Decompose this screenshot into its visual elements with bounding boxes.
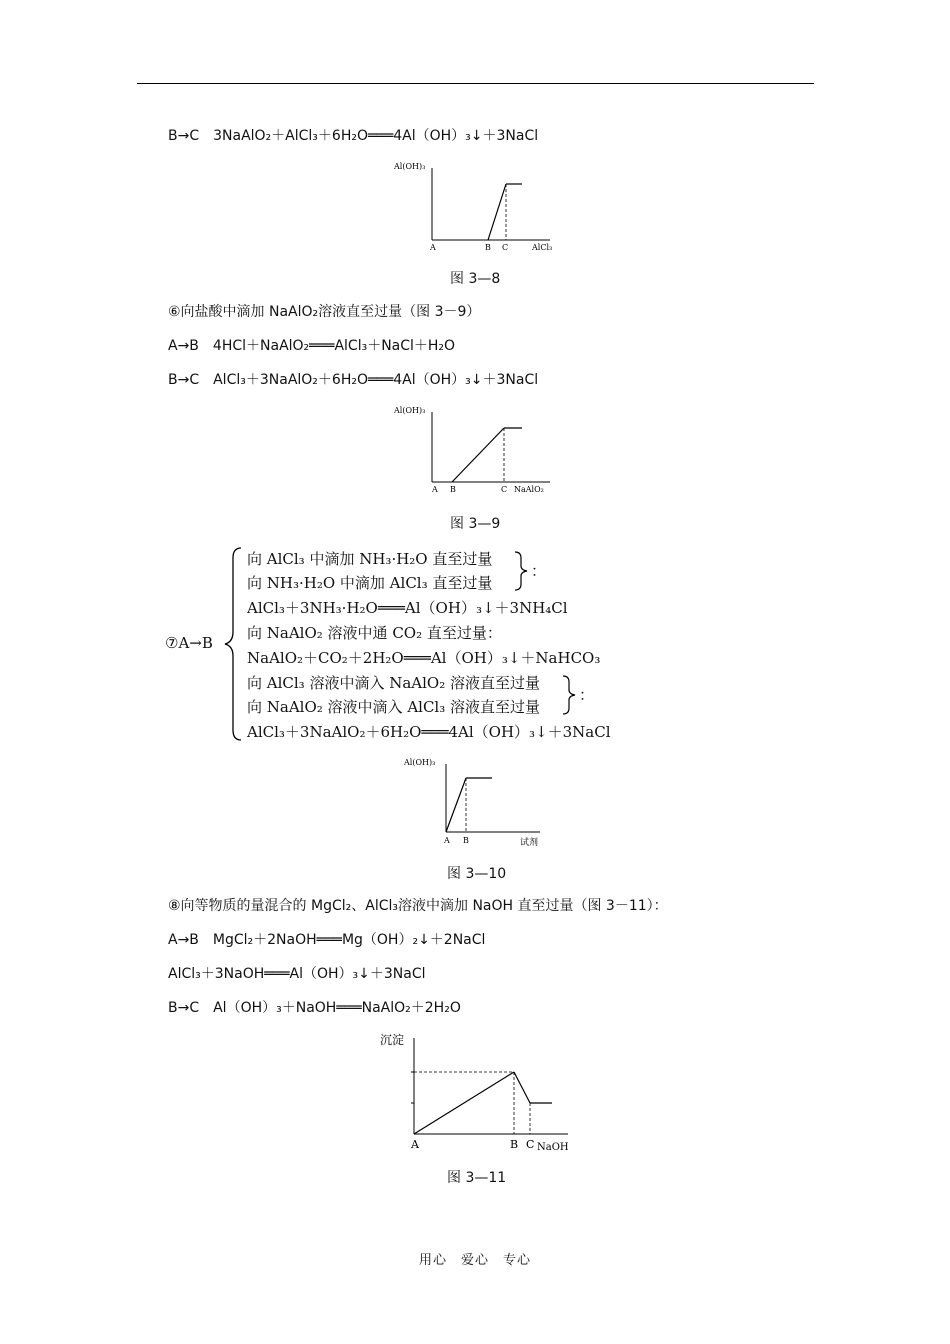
figure-3-10 — [400, 754, 550, 849]
tick-label: C — [502, 243, 509, 252]
x-axis-label: AlCl₃ — [532, 243, 553, 252]
tick-label: B — [485, 243, 491, 252]
brace-block — [165, 546, 665, 746]
colon: ： — [579, 686, 595, 704]
curve-rise — [446, 778, 466, 832]
colon: ： — [531, 562, 547, 580]
figure-caption: 图 3—9 — [450, 516, 501, 532]
block-line: 向 NH₃·H₂O 中滴加 AlCl₃ 直至过量 — [247, 574, 493, 592]
figure-caption: 图 3—8 — [450, 271, 501, 287]
block-line: AlCl₃＋3NH₃·H₂O═══Al（OH）₃↓＋3NH₄Cl — [247, 599, 568, 617]
tick-label: A — [432, 485, 438, 494]
curve-fall — [514, 1072, 530, 1103]
right-brace — [561, 674, 581, 716]
equation-line: B→C 3NaAlO₂＋AlCl₃＋6H₂O═══4Al（OH）₃↓＋3NaCl — [168, 128, 539, 144]
equation-line: A→B MgCl₂＋2NaOH═══Mg（OH）₂↓＋2NaCl — [168, 932, 486, 948]
tick-label: B — [450, 485, 456, 494]
left-brace — [223, 546, 245, 744]
header-rule — [137, 83, 814, 84]
equation-line: B→C Al（OH）₃＋NaOH═══NaAlO₂＋2H₂O — [168, 1000, 461, 1016]
equation-line: AlCl₃＋3NaOH═══Al（OH）₃↓＋3NaCl — [168, 966, 426, 982]
curve-rise — [488, 184, 506, 240]
x-axis-label: NaAlO₂ — [514, 485, 544, 494]
block-prefix: ⑦A→B — [165, 634, 213, 652]
tick-label: B — [510, 1138, 519, 1151]
equation-line: A→B 4HCl＋NaAlO₂═══AlCl₃＋NaCl＋H₂O — [168, 338, 456, 354]
curve-rise — [414, 1072, 514, 1134]
figure-3-8 — [390, 158, 570, 253]
tick-label: B — [463, 836, 469, 845]
figure-caption: 图 3—11 — [447, 1170, 507, 1186]
tick-label: A — [444, 836, 450, 845]
figure-caption: 图 3—10 — [447, 866, 507, 882]
section-heading: ⑥向盐酸中滴加 NaAlO₂溶液直至过量（图 3－9） — [168, 304, 481, 320]
tick-label: C — [501, 485, 508, 494]
x-axis-label: NaOH — [537, 1142, 569, 1153]
block-line: 向 NaAlO₂ 溶液中滴入 AlCl₃ 溶液直至过量 — [247, 698, 540, 716]
y-axis-label: Al(OH)₃ — [394, 162, 426, 171]
y-axis-label: Al(OH)₃ — [404, 758, 436, 767]
block-line: 向 AlCl₃ 中滴加 NH₃·H₂O 直至过量 — [247, 550, 493, 568]
tick-label: C — [526, 1138, 535, 1151]
block-line: AlCl₃＋3NaAlO₂＋6H₂O═══4Al（OH）₃↓＋3NaCl — [247, 723, 611, 741]
block-line: NaAlO₂＋CO₂＋2H₂O═══Al（OH）₃↓＋NaHCO₃ — [247, 649, 601, 667]
tick-label: A — [411, 1138, 419, 1151]
block-line: 向 NaAlO₂ 溶液中通 CO₂ 直至过量： — [247, 624, 502, 642]
figure-3-11 — [378, 1028, 578, 1158]
block-line: 向 AlCl₃ 溶液中滴入 NaAlO₂ 溶液直至过量 — [247, 674, 540, 692]
tick-label: A — [430, 243, 436, 252]
curve-rise — [452, 428, 504, 482]
x-axis-label: 试剂 — [520, 838, 539, 848]
figure-3-9 — [390, 402, 570, 497]
right-brace — [513, 550, 533, 592]
y-axis-label: Al(OH)₃ — [394, 406, 426, 415]
y-axis-label: 沉淀 — [380, 1033, 405, 1047]
section-heading: ⑧向等物质的量混合的 MgCl₂、AlCl₃溶液中滴加 NaOH 直至过量（图 3－11）： — [168, 898, 668, 914]
page-footer: 用心 爱心 专心 — [418, 1253, 531, 1268]
equation-line: B→C AlCl₃＋3NaAlO₂＋6H₂O═══4Al（OH）₃↓＋3NaCl — [168, 372, 539, 388]
